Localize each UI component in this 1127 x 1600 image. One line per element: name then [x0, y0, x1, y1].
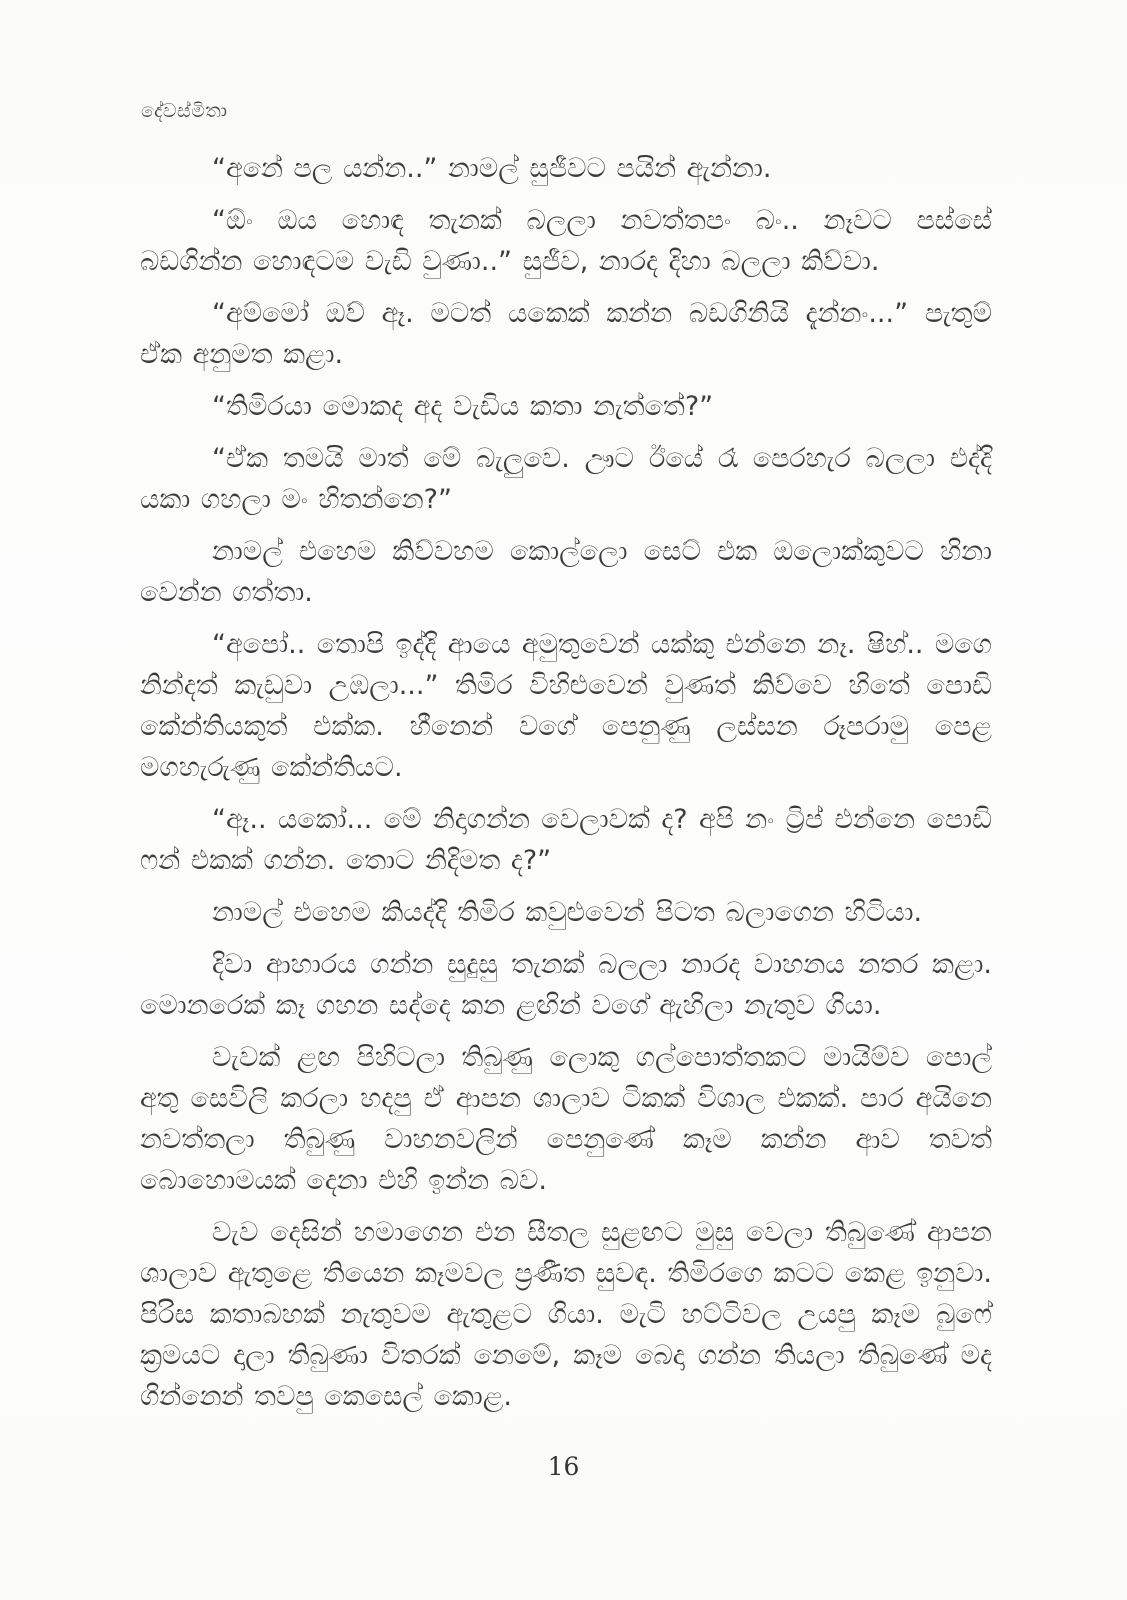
- paragraph: “තිමිරයා මොකද අද වැඩිය කතා නැත්තේ?”: [212, 391, 714, 422]
- paragraph: “අපෝ.. තොපි ඉද්දි ආයෙ අමුතුවෙන් යක්කු එන්නෙ නෑ. ෂිහ්.. මගෙ නින්දත් කැඩුවා උඹලා...” තිමිර විහිළුවෙන් වුණත් කිව්වෙ හිතේ පොඩි කේන්තියකුත් එක්ක. හීනෙන් වගේ පෙනුණු ලස්සන රූපරාමු පෙළ මගහැරුණු කේන්තියට.: [140, 629, 992, 783]
- paragraph: නාමල් එහෙම කියද්දි තිමිර කවුළුවෙන් පිටත බලාගෙන හිටියා.: [212, 897, 923, 928]
- paragraph: වැව දෙසින් හමාගෙන එන සීතල සුළඟට මුසු වෙලා තිබුණේ ආපන ශාලාව ඇතුළෙ තියෙන කෑමවල ප්‍රණීත සුවඳ. තිමිරගෙ කටට කෙළ ඉනුවා. පිරිස කතාබහක් නැතුවම ඇතුළට ගියා. මැටි හට්ටිවල උයපු කෑම බුෆේ ක්‍රමයට දාලා තිබුණා විතරක් නෙමේ, කෑම බෙදා ගන්න තියලා තිබුණේ මද ගින්නෙන් තවපු කෙසෙල් කොළ.: [140, 1217, 992, 1412]
- page-number: 16: [547, 1452, 580, 1481]
- running-header-book-title: දේවස්මිතා: [141, 100, 228, 122]
- paragraph: දිවා ආහාරය ගන්න සුදුසු තැනක් බලලා නාරද වාහනය නතර කළා. මොනරෙක් කෑ ගහන සද්දෙ කන ළඟින් වගේ ඇහිලා නැතුව ගියා.: [140, 949, 992, 1021]
- paragraph: “අනේ පල යන්න..” නාමල් සුජීවට පයින් ඇන්නා.: [212, 153, 772, 184]
- paragraph: වැවක් ළඟ පිහිටලා තිබුණු ලොකු ගල්පොත්තකට මායිම්ව පොල් අතු සෙවිලි කරලා හදපු ඒ ආපන ශාලාව ටිකක් විශාල එකක්. පාර අයිනෙ නවත්තලා තිබුණු වාහනවලින් පෙනුණේ කෑම කන්න ආව තවත් බොහොමයක් දෙනා එහි ඉන්න බව.: [140, 1042, 992, 1196]
- paragraph: “ඕං ඔය හොඳ තැනක් බලලා නවත්තපං බං.. නෑවට පස්සේ බඩගින්න හොඳටම වැඩි වුණා..” සුජීව, නාරද දිහා බලලා කිව්වා.: [140, 205, 992, 277]
- paragraph: “ඒක තමයි මාත් මේ බැලුවෙ. ඌට ඊයේ රෑ පෙරහැර බලලා එද්දි යකා ගහලා මං හිතන්නෙ?”: [140, 443, 992, 515]
- page-body: [140, 148, 992, 1428]
- paragraph: නාමල් එහෙම කිව්වහම කොල්ලො සෙට් එක ඔලොක්කුවට හිනා වෙන්න ගත්තා.: [140, 536, 992, 608]
- paragraph: “අම්මෝ ඔව් ඈ. මටත් යකෙක් කන්න බඩගිනියි දැන්නං...” පැතුම් ඒක අනුමත කළා.: [140, 298, 992, 370]
- paragraph: “ඈ.. යකෝ... මේ නිදාගන්න වෙලාවක් ද? අපි නං ට්‍රිප් එන්නෙ පොඩි ෆන් එකක් ගන්න. තොට නිදිමත ද?”: [140, 804, 993, 876]
